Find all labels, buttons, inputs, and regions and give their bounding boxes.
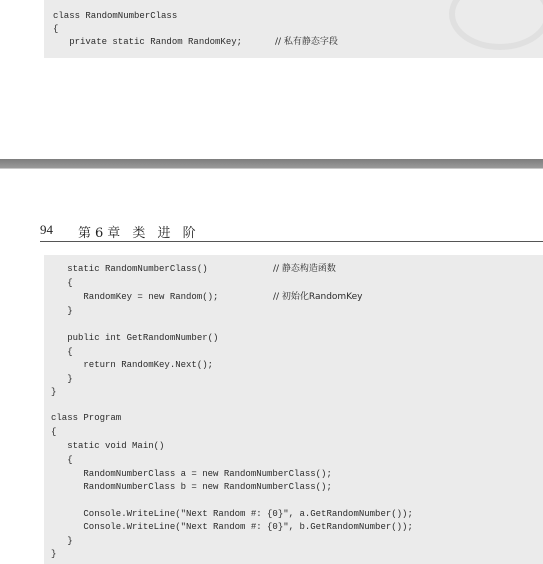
code-line: { [53, 24, 59, 34]
code-comment: // 静态构造函数 [273, 264, 336, 274]
code-line: } [51, 374, 73, 384]
code-line: { [51, 427, 57, 437]
top-code-block [44, 0, 543, 58]
code-line: { [51, 278, 73, 288]
code-line: Console.WriteLine("Next Random #: {0}", a.GetRandomNumber()); [51, 509, 413, 519]
code-line: static void Main() [51, 441, 165, 451]
code-line: class RandomNumberClass [53, 11, 178, 21]
code-line: private static Random RandomKey; [53, 37, 243, 47]
code-line: } [51, 306, 73, 316]
page-header [40, 222, 543, 242]
code-line: RandomKey = new Random(); [51, 292, 219, 302]
code-line: RandomNumberClass a = new RandomNumberClass(); [51, 469, 332, 479]
page-divider-line [0, 168, 543, 169]
code-line: class Program [51, 413, 122, 423]
code-line: } [51, 387, 57, 397]
code-comment: // 初始化RandomKey [273, 292, 363, 302]
code-line: public int GetRandomNumber() [51, 333, 219, 343]
code-line: return RandomKey.Next(); [51, 360, 214, 370]
code-line: Console.WriteLine("Next Random #: {0}", b.GetRandomNumber()); [51, 522, 413, 532]
code-line: } [51, 536, 73, 546]
watermark-decoration [449, 0, 543, 50]
code-line: } [51, 549, 57, 559]
code-line: { [51, 455, 73, 465]
bottom-code-block [44, 255, 543, 564]
code-line: static RandomNumberClass() [51, 264, 208, 274]
code-comment: // 私有静态字段 [275, 37, 338, 47]
chapter-title: 第6章 类 进 阶 [78, 226, 200, 241]
page-number: 94 [40, 222, 53, 237]
code-line: RandomNumberClass b = new RandomNumberClass(); [51, 482, 332, 492]
code-line: { [51, 347, 73, 357]
page-divider [0, 159, 543, 168]
header-rule [40, 241, 543, 242]
